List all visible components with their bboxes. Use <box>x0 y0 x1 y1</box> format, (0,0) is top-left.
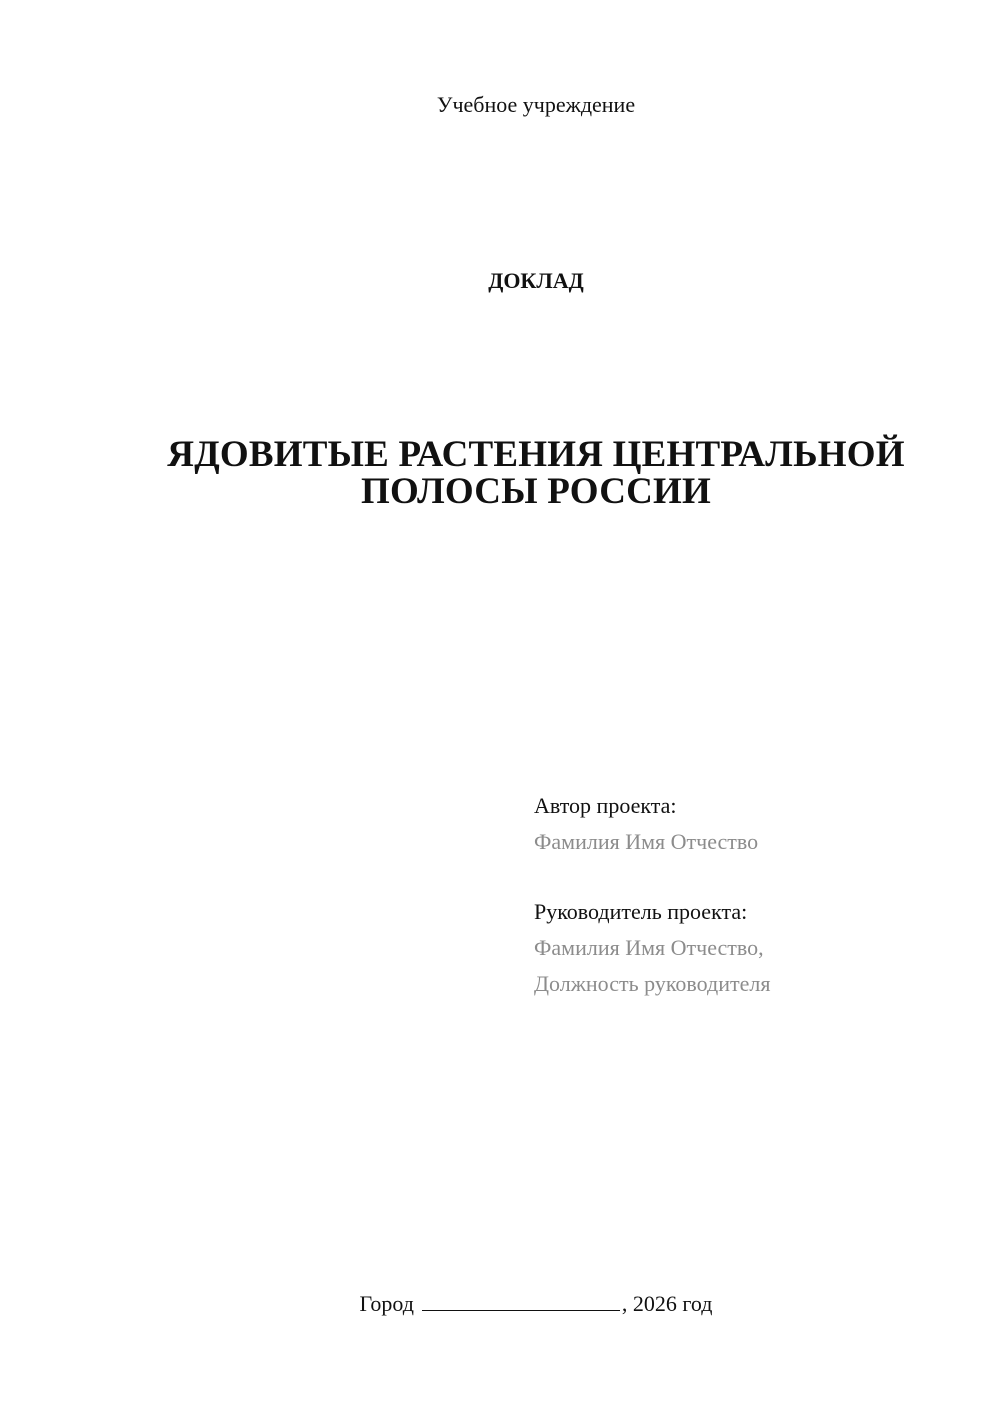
city-year-line <box>0 1290 1000 1317</box>
city-label: Город <box>359 1291 414 1316</box>
document-title <box>100 436 972 510</box>
title-line-2: ПОЛОСЫ РОССИИ <box>360 471 712 512</box>
city-blank-line <box>422 1290 620 1311</box>
institution-name: Учебное учреждение <box>436 92 636 117</box>
year-text: , 2026 год <box>621 1291 713 1316</box>
supervisor-name: Фамилия Имя Отчество, <box>534 935 764 960</box>
credits-block <box>534 788 974 1002</box>
author-name: Фамилия Имя Отчество <box>534 829 759 854</box>
title-line-1: ЯДОВИТЫЕ РАСТЕНИЯ ЦЕНТРАЛЬНОЙ <box>167 434 905 475</box>
supervisor-label: Руководитель проекта: <box>534 899 748 924</box>
supervisor-position: Должность руководителя <box>534 971 771 996</box>
document-type: ДОКЛАД <box>488 268 584 293</box>
credits-spacer <box>534 860 974 894</box>
author-label: Автор проекта: <box>534 793 677 818</box>
